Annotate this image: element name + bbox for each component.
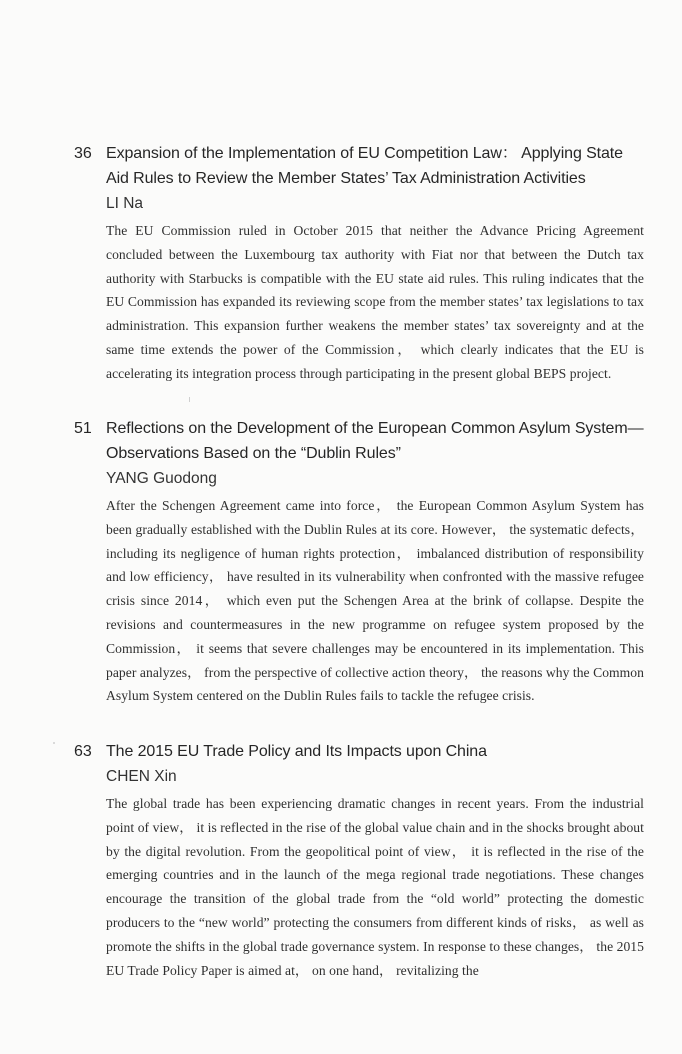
article-abstract: The global trade has been experiencing dramatic changes in recent years. From the industrial point of view， it is reflected in the rise of the global value chain and in the shocks brought about by the digital revolution. From the geopolitical point of view， it is reflected in the rise of the emerging countries and in the launch of the mega regional trade negotiations. These changes encourage the transition of the global trade from the “old world” protecting the domestic producers to the “new world” protecting the consumers from different kinds of risks， as well as promote the shifts in the global trade governance system. In response to these changes， the 2015 EU Trade Policy Paper is aimed at， on one hand， revitalizing the bbox=[106, 796, 644, 978]
entry-header bbox=[74, 416, 644, 466]
abstract-entry bbox=[74, 141, 644, 386]
abstract-entry bbox=[74, 739, 644, 982]
article-abstract: After the Schengen Agreement came into force， the European Common Asylum System has been gradually established with the Dublin Rules at its core. However， the systematic defects， including its negligence of human rights protection， imbalanced distribution of responsibility and low efficiency， have resulted in its vulnerability when confronted with the massive refugee crisis since 2014， which even put the Schengen Area at the brink of collapse. Despite the revisions and countermeasures in the new programme on refugee system proposed by the Commission， it seems that severe challenges may be encountered in its implementation. This paper analyzes， from the perspective of collective action theory， the reasons why the Common Asylum System centered on the Dublin Rules fails to tackle the refugee crisis. bbox=[106, 498, 644, 704]
entry-header bbox=[74, 739, 644, 764]
article-title: Expansion of the Implementation of EU Competition Law： Applying State Aid Rules to Review the Member States’ Tax Administration Activities bbox=[106, 145, 623, 187]
article-abstract: The EU Commission ruled in October 2015 that neither the Advance Pricing Agreement concluded between the Luxembourg tax authority with Fiat nor that between the Dutch tax authority with Starbucks is compatible with the EU state aid rules. This ruling indicates that the EU Commission has expanded its reviewing scope from the member states’ tax legislations to tax administration. This expansion further weakens the member states’ tax sovereignty and at the same time extends the power of the Commission， which clearly indicates that the EU is accelerating its integration process through participating in the present global BEPS project. bbox=[106, 223, 644, 381]
scan-speck bbox=[53, 742, 55, 744]
entry-header bbox=[74, 141, 644, 191]
article-title: Reflections on the Development of the European Common Asylum System—Observations Based on the “Dublin Rules” bbox=[106, 420, 644, 462]
scan-speck bbox=[189, 397, 190, 402]
article-author: YANG Guodong bbox=[106, 470, 217, 487]
page-number: 51 bbox=[74, 420, 92, 437]
article-author: LI Na bbox=[106, 195, 144, 212]
page-number: 36 bbox=[74, 145, 92, 162]
page-number: 63 bbox=[74, 743, 92, 760]
abstract-entry bbox=[74, 416, 644, 708]
article-title: The 2015 EU Trade Policy and Its Impacts upon China bbox=[106, 743, 487, 760]
article-author: CHEN Xin bbox=[106, 768, 177, 785]
